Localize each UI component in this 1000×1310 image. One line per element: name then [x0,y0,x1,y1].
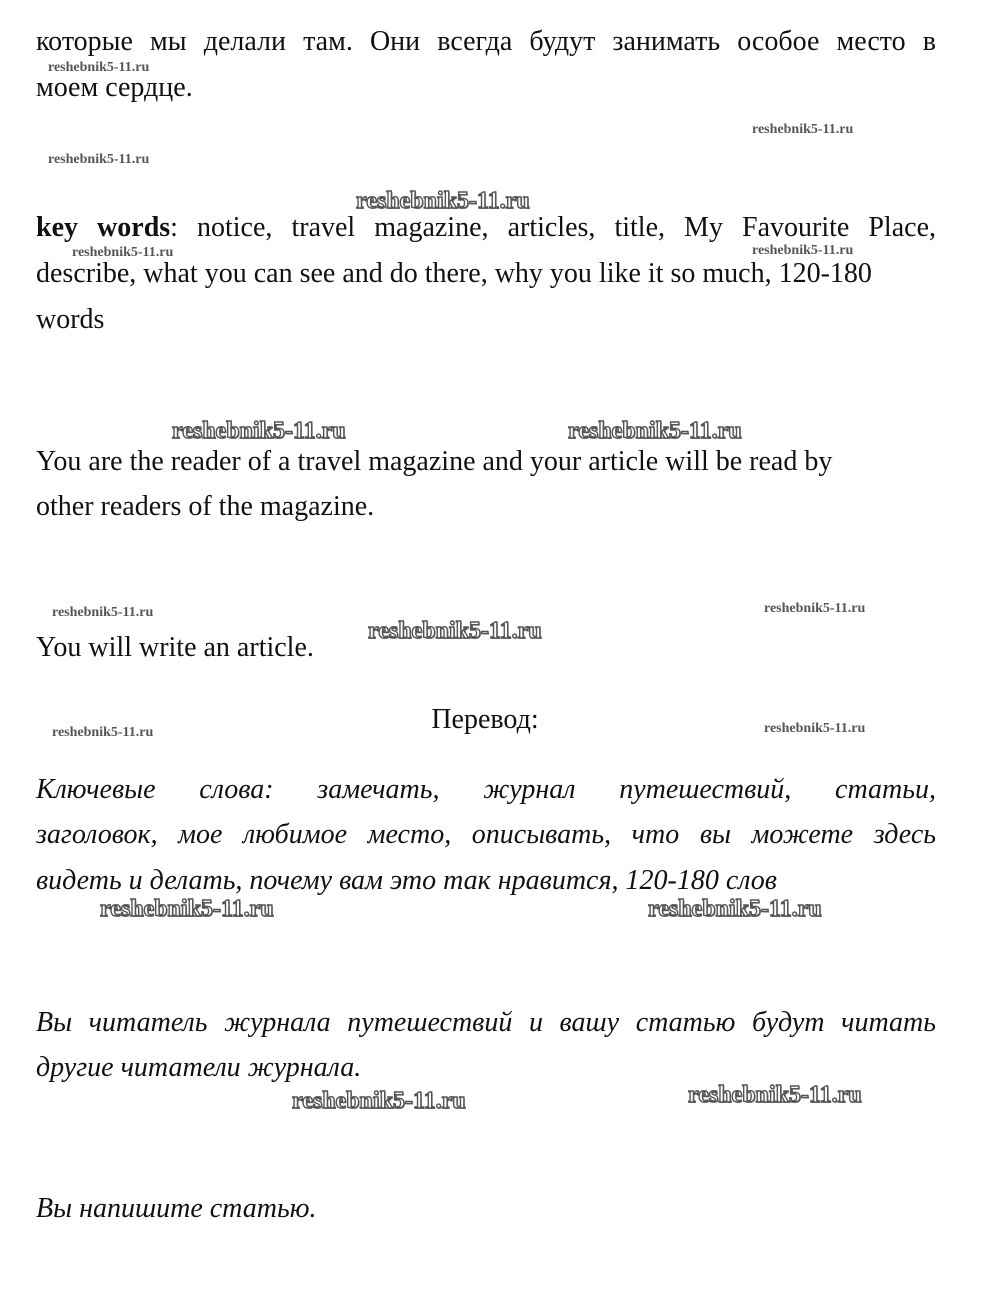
watermark-small: reshebnik5-11.ru [72,245,174,260]
watermark-large: reshebnik5-11.ru [172,418,346,444]
watermark-large: reshebnik5-11.ru [368,618,542,644]
watermark-small: reshebnik5-11.ru [52,725,154,740]
paragraph-line: other readers of the magazine. [36,491,375,522]
translation-line: Вы напишите статью. [36,1193,317,1224]
watermark-large: reshebnik5-11.ru [100,896,274,922]
watermark-small: reshebnik5-11.ru [48,152,150,167]
key-words-label: key words [36,212,171,243]
watermark-large: reshebnik5-11.ru [648,896,822,922]
paragraph-line: You are the reader of a travel magazine and your article will be read by [36,446,833,477]
watermark-small: reshebnik5-11.ru [764,721,866,736]
translation-heading: Перевод: [431,704,539,735]
translation-line: другие читатели журнала. [36,1052,362,1083]
watermark-large: reshebnik5-11.ru [292,1088,466,1114]
key-words-line: words [36,304,105,335]
key-words-text: : notice, travel magazine, articles, title, My Favourite Place, [170,212,936,243]
watermark-small: reshebnik5-11.ru [52,605,154,620]
watermark-large: reshebnik5-11.ru [356,188,530,214]
translation-line: заголовок, мое любимое место, описывать, что вы можете здесь [36,819,936,850]
watermark-large: reshebnik5-11.ru [568,418,742,444]
watermark-large: reshebnik5-11.ru [688,1082,862,1108]
translation-line: Вы читатель журнала путешествий и вашу статью будут читать [36,1007,936,1038]
translation-line: видеть и делать, почему вам это так нравится, 120-180 слов [36,865,777,896]
paragraph-line: моем сердце. [36,72,193,103]
translation-line: Ключевые слова: замечать, журнал путешествий, статьи, [36,774,936,805]
key-words-line [36,212,936,244]
task-line: You will write an article. [36,632,314,663]
watermark-small: reshebnik5-11.ru [48,60,150,75]
watermark-small: reshebnik5-11.ru [764,601,866,616]
paragraph-line: которые мы делали там. Они всегда будут занимать особое место в [36,26,936,57]
watermark-small: reshebnik5-11.ru [752,243,854,258]
key-words-line: describe, what you can see and do there, why you like it so much, 120-180 [36,258,872,289]
watermark-small: reshebnik5-11.ru [752,122,854,137]
